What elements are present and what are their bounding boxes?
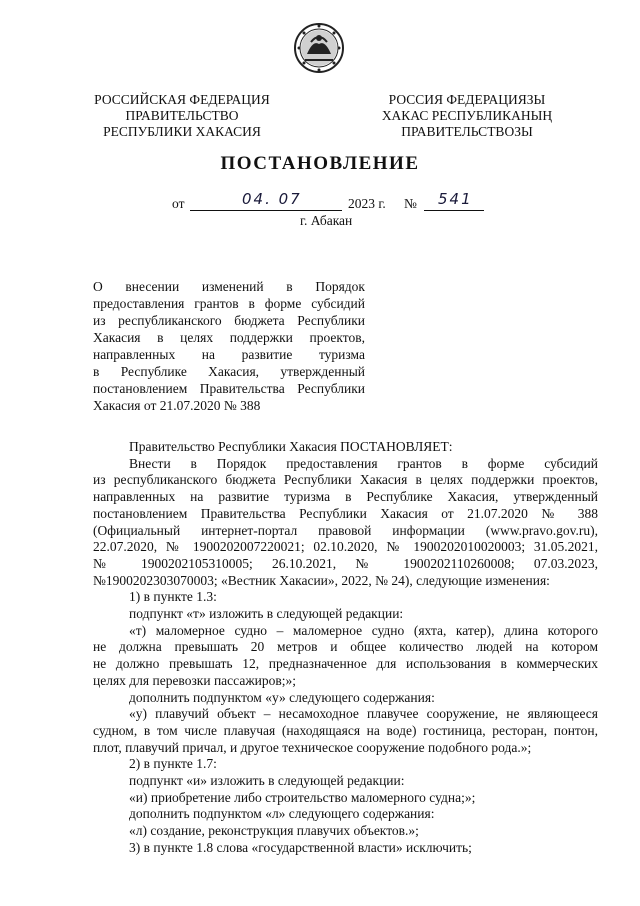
subject-line: предоставления грантов в форме субсидий xyxy=(93,296,365,311)
header-right-line: ХАКАС РЕСПУБЛИКАНЫҢ xyxy=(381,108,553,123)
header-right-line: ПРАВИТЕЛЬСТВОЗЫ xyxy=(401,124,533,139)
body-line: не должна превышать 20 метров и общее количество людей на котором xyxy=(93,639,598,655)
body-line: Внести в Порядок предоставления грантов в форме субсидий xyxy=(129,455,598,471)
date-prefix: от xyxy=(172,196,185,211)
body-line: плот, плавучий причал, и другое техническое сооружение подобного рода.»; xyxy=(93,739,532,755)
document-title: ПОСТАНОВЛЕНИЕ xyxy=(220,153,420,174)
city-label: г. Абакан xyxy=(300,213,353,228)
subject-line: О внесении изменений в Порядок xyxy=(93,279,365,294)
subject-line: из республиканского бюджета Республики xyxy=(93,313,365,328)
subject-block xyxy=(93,278,365,414)
number-sign: № xyxy=(404,196,417,211)
body-line: Правительство Республики Хакасия ПОСТАНОВЛЯЕТ: xyxy=(129,439,453,454)
year-label: 2023 г. xyxy=(348,196,386,211)
handwritten-date: 04. 07 xyxy=(242,190,302,208)
header-left-line: РЕСПУБЛИКИ ХАКАСИЯ xyxy=(103,124,261,139)
document-body xyxy=(93,439,598,857)
date-underline xyxy=(190,210,342,211)
header-right-block xyxy=(372,92,562,140)
body-line: «л) создание, реконструкция плавучих объектов.»; xyxy=(129,823,419,839)
body-line: 2) в пункте 1.7: xyxy=(129,756,217,772)
body-line: 22.07.2020, № 1900202007220021; 02.10.2020, № 1900202010020003; 31.05.2021, xyxy=(93,539,598,555)
body-line: целях для перевозки пассажиров;»; xyxy=(93,672,296,688)
body-line: «т) маломерное судно – маломерное судно (яхта, катер), длина которого xyxy=(129,622,598,638)
subject-line: Хакасия от 21.07.2020 № 388 xyxy=(93,398,261,413)
header-left-block xyxy=(92,92,272,140)
subject-line: постановлением Правительства Республики xyxy=(93,381,365,396)
body-line: постановлением Правительства Республики Хакасия от 21.07.2020 № 388 xyxy=(93,505,598,521)
subject-line: направленных на развитие туризма xyxy=(93,347,365,362)
handwritten-number: 541 xyxy=(438,190,473,208)
body-line: подпункт «т» изложить в следующей редакции: xyxy=(129,606,404,622)
header-right-line: РОССИЯ ФЕДЕРАЦИЯЗЫ xyxy=(388,92,546,107)
body-line: 3) в пункте 1.8 слова «государственной власти» исключить; xyxy=(129,839,472,855)
body-line: №1900202303070003; «Вестник Хакасии», 2022, № 24), следующие изменения: xyxy=(93,572,550,588)
number-underline xyxy=(424,210,484,211)
header-left-line: РОССИЙСКАЯ ФЕДЕРАЦИЯ xyxy=(94,92,270,107)
body-line: из республиканского бюджета Республики Хакасия в целях поддержки проектов, xyxy=(93,472,598,488)
coat-of-arms-emblem-icon xyxy=(293,22,345,74)
header-left-line: ПРАВИТЕЛЬСТВО xyxy=(125,108,239,123)
subject-line: в Республике Хакасия, утвержденный xyxy=(93,364,365,379)
subject-line: Хакасия в целях поддержки проектов, xyxy=(93,330,365,345)
body-line: «и) приобретение либо строительство маломерного судна;»; xyxy=(129,789,476,805)
body-line: 1) в пункте 1.3: xyxy=(129,589,217,605)
body-line: (Официальный интернет-портал правовой информации (www.pravo.gov.ru), xyxy=(93,522,598,538)
body-line: направленных на развитие туризма в Республике Хакасия, утвержденный xyxy=(93,489,598,505)
body-line: дополнить подпунктом «у» следующего содержания: xyxy=(129,689,435,705)
body-line: подпункт «и» изложить в следующей редакции: xyxy=(129,773,405,789)
body-line: судном, в том числе плавучая (находящаяся на воде) гостиница, ресторан, понтон, xyxy=(93,722,598,738)
body-line: № 1900202105310005; 26.10.2021, № 1900202110260008; 07.03.2023, xyxy=(93,555,598,571)
body-line: не должно превышать 12, предназначенное для использования в коммерческих xyxy=(93,656,598,672)
body-line: дополнить подпунктом «л» следующего содержания: xyxy=(129,806,435,822)
body-line: «у) плавучий объект – несамоходное плавучее сооружение, не являющееся xyxy=(129,706,598,722)
date-number-line xyxy=(172,192,502,214)
